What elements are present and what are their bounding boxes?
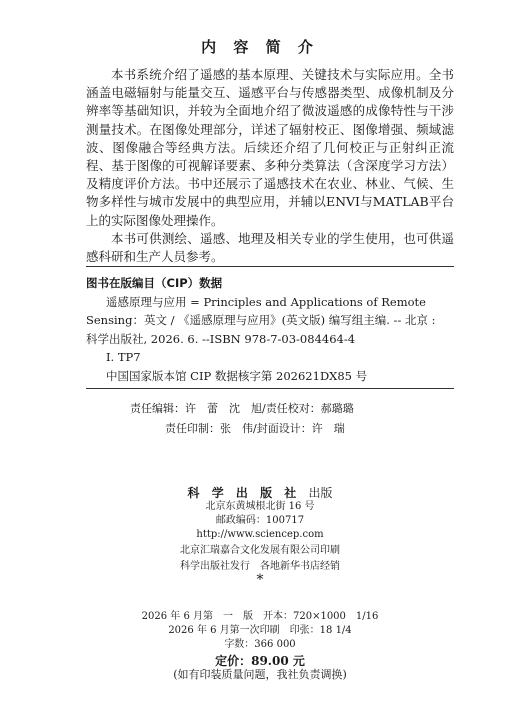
separator-star: * (256, 572, 264, 588)
publisher-name: 科 学 出 版 社 出版 (187, 486, 333, 500)
publisher-postcode: 邮政编码：100717 (215, 515, 305, 526)
divider (86, 388, 454, 389)
printer: 北京汇瑞嘉合文化发展有限公司印刷 (180, 545, 340, 556)
cip-classification: Ⅰ. TP7 (106, 350, 141, 364)
credits-editors: 责任编辑：许 蕾 沈 旭/责任校对：郝璐璐 (130, 402, 354, 415)
summary-paragraph: 本书可供测绘、遥感、地理及相关专业的学生使用，也可供遥感科研和生产人员参考。 (86, 230, 454, 265)
publisher-website: http://www.sciencep.com (196, 529, 324, 540)
cip-number: 中国国家版本馆 CIP 数据核字第 202621DX85 号 (106, 368, 368, 383)
cip-line: Sensing：英文 / 《遥感原理与应用》(英文版) 编写组主编. -- 北京 : (86, 313, 436, 327)
distribution: 科学出版社发行 各地新华书店经销 (180, 561, 340, 572)
printing-line: 2026 年 6 月第一次印刷 印张：18 1/4 (168, 625, 352, 636)
cip-heading: 图书在版编目（CIP）数据 (86, 276, 223, 290)
specs-block (0, 610, 520, 682)
page-title: 内 容 简 介 (201, 38, 319, 56)
publisher-block (0, 486, 520, 586)
divider (86, 266, 454, 267)
cip-line: 遥感原理与应用 = Principles and Applications of Remote (106, 294, 426, 309)
credits-production: 责任印制：张 伟/封面设计：许 瑞 (165, 422, 345, 435)
edition-line: 2026 年 6 月第 一 版 开本：720×1000 1/16 (141, 611, 379, 622)
quality-notice: (如有印装质量问题，我社负责调换) (173, 668, 347, 681)
content-summary (86, 66, 454, 266)
summary-paragraph: 本书系统介绍了遥感的基本原理、关键技术与实际应用。全书涵盖电磁辐射与能量交互、遥感平台与传感器类型、成像机制及分辨率等基础知识，并较为全面地介绍了微波遥感的成像特性与干涉测量技术。在图像处理部分，详述了辐射校正、图像增强、频域滤波、图像融合等经典方法。后续还介绍了几何校正与正射纠正流程、基于图像的可视解译要素、多种分类算法（含深度学习方法）及精度评价方法。书中还展示了遥感技术在农业、林业、气候、生物多样性与城市发展中的典型应用，并辅以ENVI与MATLAB平台上的实际图像处理操作。 (86, 67, 454, 228)
cip-block (86, 274, 454, 385)
price: 定价：89.00 元 (215, 654, 305, 668)
wordcount-line: 字数：366 000 (224, 639, 296, 650)
cip-line: 科学出版社, 2026. 6. --ISBN 978-7-03-084464-4 (86, 331, 356, 346)
publisher-address: 北京东黄城根北街 16 号 (205, 501, 315, 512)
